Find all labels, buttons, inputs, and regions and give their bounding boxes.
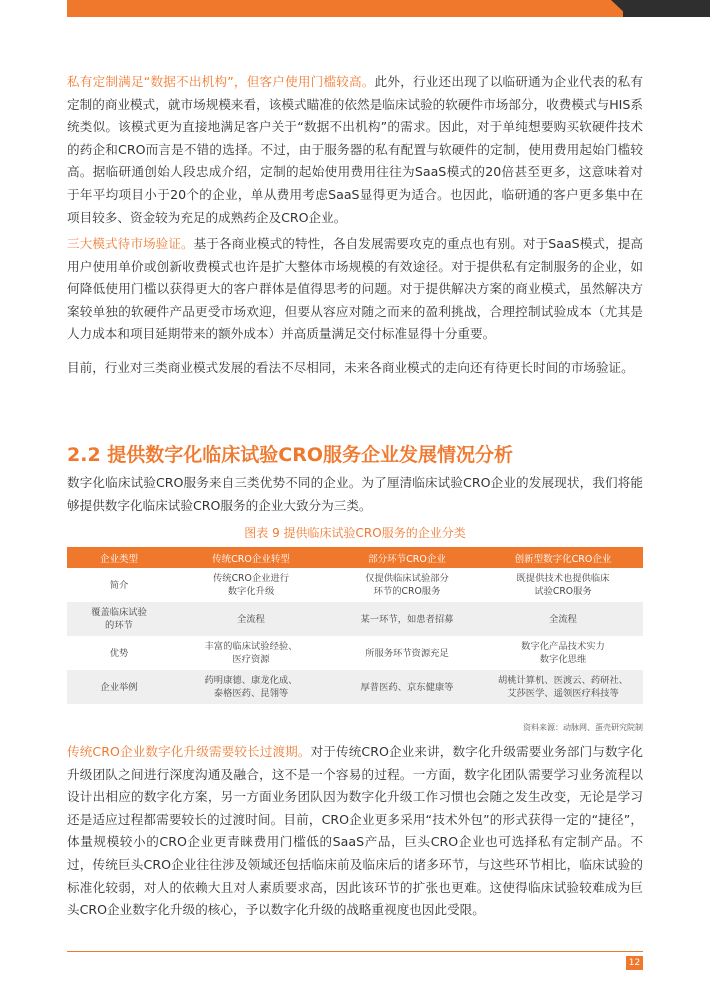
table-cell: 丰富的临床试验经验、 医疗资源	[204, 641, 298, 665]
table-cell: 胡桃计算机、医渡云、药研社、 艾莎医学、遥领医疗科技等	[483, 670, 643, 704]
table-caption: 图表 9 提供临床试验CRO服务的企业分类	[244, 526, 466, 540]
table-header-cell: 部分环节CRO企业	[331, 547, 483, 568]
table-row	[67, 568, 643, 602]
table-cell: 传统CRO企业进行 数字化升级	[212, 573, 290, 597]
header-accent-bar	[67, 0, 623, 17]
footer-divider	[67, 951, 643, 952]
company-classification-table	[67, 547, 643, 704]
paragraph-section-intro: 数字化临床试验CRO服务来自三类优势不同的企业。为了厘清临床试验CRO企业的发展现状，我们将能够提供数字化临床试验CRO服务的企业大致分为三类。	[67, 475, 643, 513]
table-cell: 简介	[109, 579, 129, 591]
paragraph-private-customization	[67, 71, 643, 229]
paragraph-highlight: 传统CRO企业数字化升级需要较长过渡期。	[67, 744, 311, 759]
table-cell: 全流程	[171, 602, 331, 636]
paragraph-body: 此外，行业还出现了以临研通为企业代表的私有定制的商业模式，就市场规模来看，该模式瞄准的依然是临床试验的软硬件市场部分，收费模式与HIS系统类似。该模式更为直接地满足客户关于“数据不出机构”的需求。因此，对于单纯想要购买软硬件技术的药企和CRO而言是不错的选择。不过，由于服务器的私有配置与软硬件的定制，使用费用起始门槛较高。据临研通创始人段忠成介绍，定制的起始使用费用往往为SaaS模式的20倍甚至更多，这意味着对于年平均项目小于20个的企业，单从费用考虑SaaS显得更为适合。也因此，临研通的客户更多集中在项目较多、资金较为充足的成熟药企及CRO企业。	[67, 74, 643, 225]
table-cell: 既提供技术也提供临床 试验CRO服务	[516, 573, 610, 597]
table-header-cell: 创新型数字化CRO企业	[483, 547, 643, 568]
table-cell: 优势	[109, 647, 129, 659]
table-cell: 所服务环节资源充足	[365, 647, 449, 659]
table-row	[67, 670, 643, 704]
table-header-row	[67, 547, 643, 568]
paragraph-highlight: 三大模式待市场验证。	[67, 236, 194, 251]
paragraph-traditional-cro	[67, 741, 643, 922]
table-cell: 某一环节，如患者招募	[331, 602, 483, 636]
paragraph-body: 对于传统CRO企业来讲，数字化升级需要业务部门与数字化升级团队之间进行深度沟通及融合，这不是一个容易的过程。一方面，数字化团队需要学习业务流程以设计出相应的数字化方案，另一方面业务团队因为数字化升级工作习惯也会随之发生改变，无论是学习还是适应过程都需要较长的过渡时间。目前，CRO企业更多采用“技术外包”的形式获得一定的“捷径”，体量规模较小的CRO企业更青睐费用门槛低的SaaS产品，巨头CRO企业也可选择私有定制产品。不过，传统巨头CRO企业往往涉及领域还包括临床前及临床后的诸多环节，与这些环节相比，临床试验的标准化较弱，对人的依赖大且对人素质要求高，因此该环节的扩张也更难。这使得临床试验较难成为巨头CRO企业数字化升级的核心，予以数字化升级的战略重视度也因此受限。	[67, 744, 643, 918]
paragraph-body: 基于各商业模式的特性，各自发展需要攻克的重点也有别。对于SaaS模式，提高用户使用单价或创新收费模式也许是扩大整体市场规模的有效途径。对于提供私有定制服务的企业，如何降低使用门槛以获得更大的客户群体是值得思考的问题。对于提供解决方案的商业模式，虽然解决方案较单独的软硬件产品更受市场欢迎，但要从容应对随之而来的盈利挑战，合理控制试验成本（尤其是人力成本和项目延期带来的额外成本）并高质量满足交付标准显得十分重要。	[67, 236, 643, 342]
paragraph-three-models	[67, 233, 643, 346]
paragraph-outlook: 目前，行业对三类商业模式发展的看法不尽相同，未来各商业模式的走向还有待更长时间的市场验证。	[67, 360, 634, 375]
table-cell: 仅提供临床试验部分 环节的CRO服务	[365, 573, 449, 597]
table-cell: 厚普医药、京东健康等	[331, 670, 483, 704]
table-cell: 覆盖临床试验 的环节	[67, 602, 171, 636]
page-number: 12	[626, 956, 643, 970]
table-source-note: 资料来源：动脉网、蛋壳研究院制	[523, 723, 643, 732]
table-row	[67, 636, 643, 670]
table-cell: 药明康德、康龙化成、 泰格医药、昆翎等	[171, 670, 331, 704]
paragraph-highlight: 私有定制满足“数据不出机构”，但客户使用门槛较高。	[67, 74, 375, 89]
header-dark-bar	[623, 0, 710, 17]
table-header-cell: 传统CRO企业转型	[171, 547, 331, 568]
table-header-cell: 企业类型	[67, 547, 171, 568]
table-cell: 数字化产品技术实力 数字化思维	[521, 641, 605, 665]
table-cell: 全流程	[483, 602, 643, 636]
table-row	[67, 602, 643, 636]
section-title: 2.2 提供数字化临床试验CRO服务企业发展情况分析	[67, 444, 514, 466]
table-cell: 企业举例	[67, 670, 171, 704]
